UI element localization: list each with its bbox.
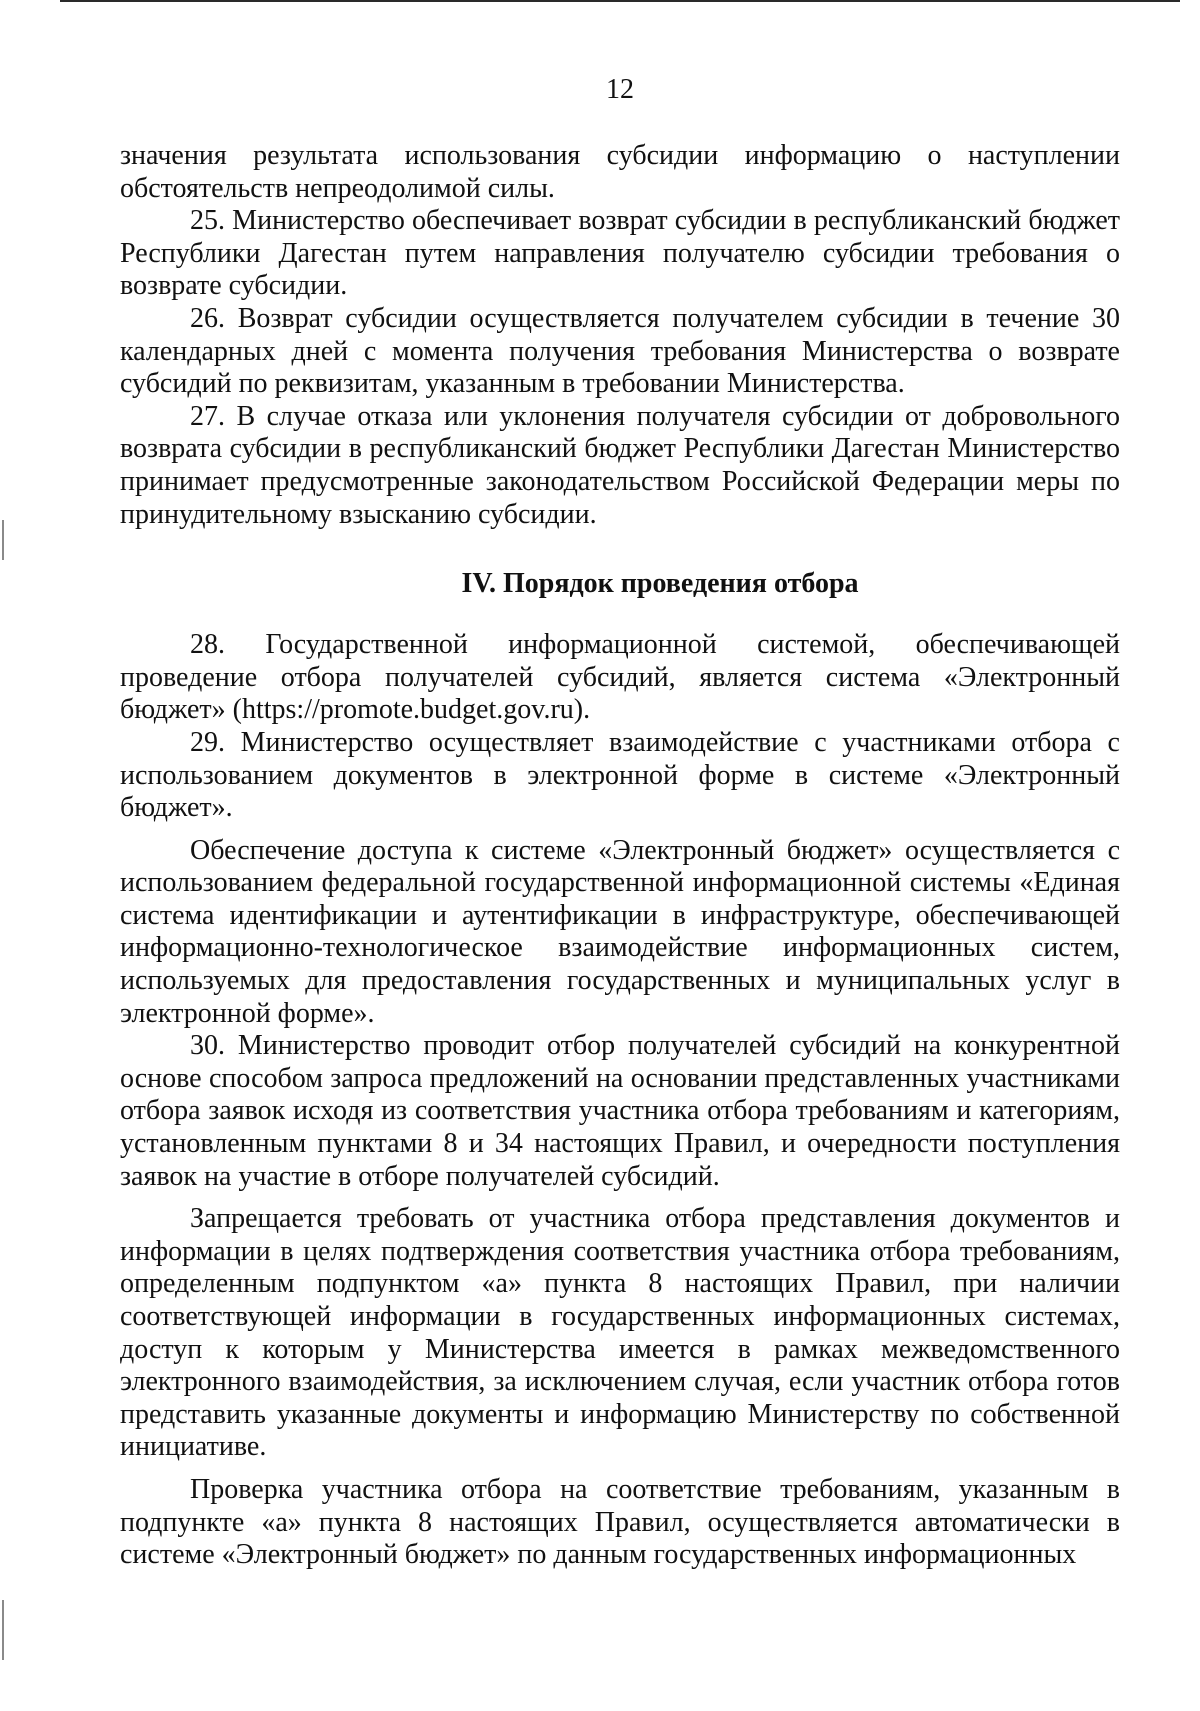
- page-number: 12: [606, 74, 634, 105]
- paragraph: 30. Министерство проводит отбор получателей субсидий на конкурентной основе способом запроса предложений на основании представленных участниками отбора заявок исходя из соответствия участника отбора требованиям и категориям, установленным пунктами 8 и 34 настоящих Правил, и очередности поступления заявок на участие в отборе получателей субсидий.: [120, 1030, 1120, 1192]
- scan-left-mark: [2, 520, 4, 560]
- paragraph: 29. Министерство осуществляет взаимодействие с участниками отбора с использованием документов в электронной форме в системе «Электронный бюджет».: [120, 726, 1120, 824]
- scan-left-mark: [2, 1600, 4, 1660]
- paragraph: Проверка участника отбора на соответствие требованиям, указанным в подпункте «а» пункта 8 настоящих Правил, осуществляется автоматически в системе «Электронный бюджет» по данным государственных информационных: [120, 1473, 1120, 1571]
- paragraph: Обеспечение доступа к системе «Электронный бюджет» осуществляется с использованием федеральной государственной информационной системы «Единая система идентификации и аутентификации в инфраструктуре, обеспечивающей информационно-технологическое взаимодействие информационных систем, используемых для предоставления государственных и муниципальных услуг в электронной форме».: [120, 834, 1120, 1029]
- paragraph: значения результата использования субсидии информацию о наступлении обстоятельств непреодолимой силы.: [120, 140, 1120, 204]
- scan-top-border: [60, 0, 1180, 2]
- paragraph: 26. Возврат субсидии осуществляется получателем субсидии в течение 30 календарных дней с момента получения требования Министерства о возврате субсидий по реквизитам, указанным в требовании Министерства.: [120, 302, 1120, 400]
- document-body: [120, 140, 1120, 1572]
- section-heading: IV. Порядок проведения отбора: [461, 568, 859, 600]
- paragraph: 28. Государственной информационной системой, обеспечивающей проведение отбора получателей субсидий, является система «Электронный бюджет» (https://promote.budget.gov.ru).: [120, 629, 1120, 726]
- paragraph: Запрещается требовать от участника отбора представления документов и информации в целях подтверждения соответствия участника отбора требованиям, определенным подпунктом «а» пункта 8 настоящих Правил, при наличии соответствующей информации в государственных информационных системах, доступ к которым у Министерства имеется в рамках межведомственного электронного взаимодействия, за исключением случая, если участник отбора готов представить указанные документы и информацию Министерству по собственной инициативе.: [120, 1203, 1120, 1463]
- paragraph: 27. В случае отказа или уклонения получателя субсидии от добровольного возврата субсидии в республиканский бюджет Республики Дагестан Министерство принимает предусмотренные законодательством Российской Федерации меры по принудительному взысканию субсидии.: [120, 400, 1120, 530]
- paragraph: 25. Министерство обеспечивает возврат субсидии в республиканский бюджет Республики Дагестан путем направления получателю субсидии требования о возврате субсидии.: [120, 205, 1120, 302]
